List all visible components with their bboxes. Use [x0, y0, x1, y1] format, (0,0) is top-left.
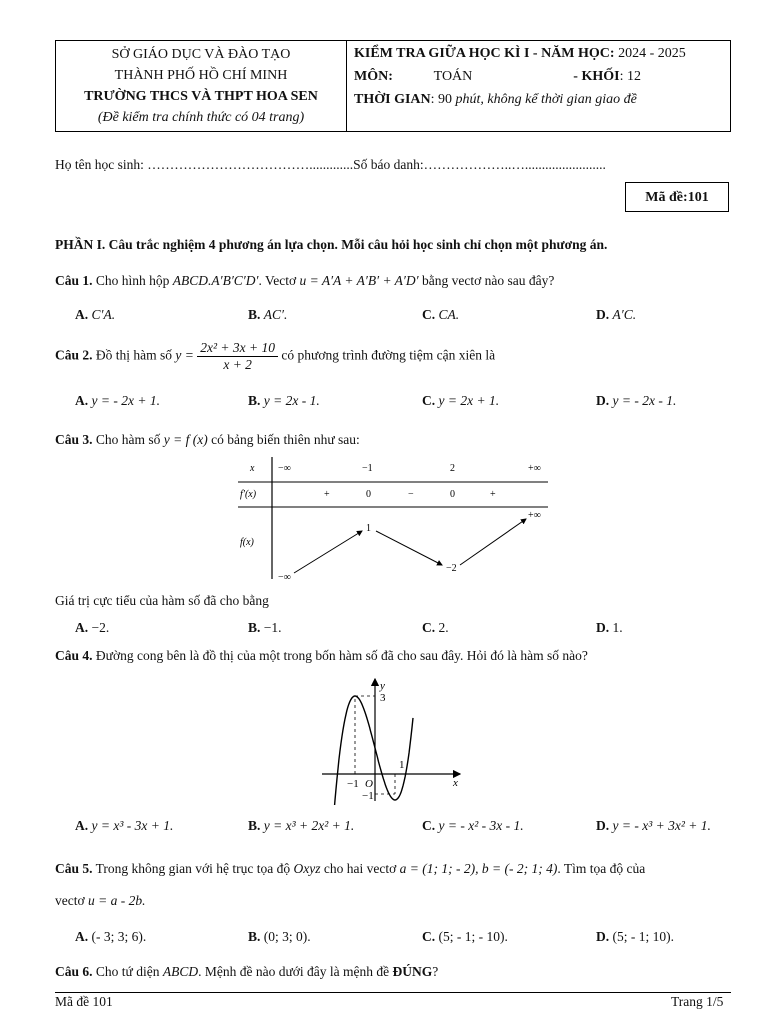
- q3-option-d[interactable]: [596, 620, 623, 636]
- x-label: x: [250, 463, 255, 474]
- q2-text-a: Đồ thị hàm số: [92, 347, 176, 363]
- q5-line2: [55, 893, 145, 909]
- time-note: phút, không kể thời gian giao đề: [455, 92, 637, 107]
- q2-option-d[interactable]: [596, 393, 676, 409]
- option-label: D.: [596, 818, 610, 833]
- option-label: A.: [75, 620, 89, 635]
- sign-3: +: [490, 489, 496, 500]
- q4-option-b[interactable]: [248, 818, 354, 834]
- option-label: C.: [422, 818, 436, 833]
- exam-title: KIỂM TRA GIỮA HỌC KÌ I - NĂM HỌC:: [354, 46, 619, 61]
- x-val-pos-inf: +∞: [528, 463, 541, 474]
- arrow-down: [376, 531, 442, 565]
- option-label: B.: [248, 393, 261, 408]
- arrow-up-2: [460, 519, 526, 565]
- q5-target: u = a - 2b.: [88, 893, 146, 908]
- q3-label: Câu 3.: [55, 432, 93, 447]
- q6-text-a: Cho tứ diện: [92, 964, 163, 979]
- option-label: B.: [248, 307, 261, 322]
- arrow-up-1: [294, 531, 362, 573]
- option-label: D.: [596, 929, 610, 944]
- variation-table: [232, 455, 552, 585]
- q2-text-b: có phương trình đường tiệm cận xiên là: [281, 347, 496, 363]
- question-2: [55, 340, 495, 373]
- q6-tetra: ABCD: [162, 964, 199, 979]
- graph-tick-minus1-y: −1: [362, 790, 374, 802]
- time-value: : 90: [430, 92, 456, 107]
- official-note: (Đề kiểm tra chính thức có 04 trang): [97, 110, 305, 125]
- option-value: (5; - 1; - 10).: [438, 929, 508, 944]
- option-label: B.: [248, 818, 261, 833]
- q2-numerator: 2x² + 3x + 10: [197, 340, 278, 357]
- graph-y-label: y: [380, 680, 385, 692]
- q4-option-d[interactable]: [596, 818, 711, 834]
- option-value: A′C.: [612, 307, 637, 322]
- q5-text-a: Trong không gian với hệ trục tọa độ: [92, 861, 294, 876]
- x-val-neg-inf: −∞: [278, 463, 291, 474]
- q1-text-a: Cho hình hộp: [92, 273, 173, 288]
- q6-emph: ĐÚNG: [392, 964, 433, 979]
- exam-code-box: [625, 182, 729, 212]
- f-label: f(x): [240, 537, 254, 548]
- header-box: [55, 40, 731, 132]
- graph-tick-3: 3: [380, 692, 386, 704]
- school-year: 2024 - 2025: [618, 46, 686, 61]
- x-val-minus1: −1: [362, 463, 373, 474]
- option-value: −1.: [260, 620, 282, 635]
- footer-code: Mã đề 101: [55, 994, 113, 1009]
- q2-option-b[interactable]: [248, 393, 320, 409]
- option-value: 1.: [609, 620, 623, 635]
- option-value: (- 3; 3; 6).: [91, 929, 147, 944]
- option-label: A.: [75, 393, 89, 408]
- option-value: −2.: [88, 620, 110, 635]
- option-label: D.: [596, 620, 610, 635]
- option-value: y = x³ + 2x² + 1.: [263, 818, 355, 833]
- sign-1: +: [324, 489, 330, 500]
- option-value: (5; - 1; 10).: [612, 929, 674, 944]
- q2-fraction: [197, 340, 278, 373]
- option-value: y = - 2x - 1.: [612, 393, 677, 408]
- exam-code-value: 101: [687, 190, 709, 205]
- sign-zero-1: 0: [366, 489, 371, 500]
- graph-x-label: x: [453, 777, 458, 789]
- option-value: 2.: [435, 620, 449, 635]
- graph-tick-minus1: −1: [347, 778, 359, 790]
- dept-line2: THÀNH PHỐ HỒ CHÍ MINH: [114, 68, 288, 83]
- f-val-min: −2: [446, 563, 457, 574]
- option-label: C.: [422, 620, 436, 635]
- question-6: [55, 964, 438, 980]
- q4-text: Đường cong bên là đồ thị của một trong bốn hàm số đã cho sau đây. Hỏi đó là hàm số nào?: [92, 648, 588, 663]
- q3-text-a: Cho hàm số: [92, 432, 164, 447]
- graph-origin: O: [365, 778, 373, 790]
- f-val-pos-inf: +∞: [528, 510, 541, 521]
- q3-prompt: Giá trị cực tiểu của hàm số đã cho bằng: [55, 593, 269, 608]
- question-4: [55, 648, 588, 664]
- q1-option-c[interactable]: [422, 307, 459, 323]
- q1-option-d[interactable]: [596, 307, 636, 323]
- q5-text-b: cho hai vectơ: [320, 861, 400, 876]
- q5-label: Câu 5.: [55, 861, 93, 876]
- option-value: y = x³ - 3x + 1.: [91, 818, 174, 833]
- q5-option-c[interactable]: [422, 929, 508, 945]
- q5-option-b[interactable]: [248, 929, 311, 945]
- q5-text-c: . Tìm tọa độ của: [557, 861, 646, 876]
- option-value: CA.: [438, 307, 460, 322]
- q3-option-a[interactable]: [75, 620, 109, 636]
- exam-code-label: Mã đề:: [645, 190, 688, 205]
- header-right: [354, 41, 726, 131]
- q2-option-a[interactable]: [75, 393, 160, 409]
- q3-option-b[interactable]: [248, 620, 282, 636]
- option-label: C.: [422, 929, 436, 944]
- subject-line: [354, 65, 726, 88]
- option-label: B.: [248, 620, 261, 635]
- q1-label: Câu 1.: [55, 273, 93, 288]
- q2-option-c[interactable]: [422, 393, 499, 409]
- fprime-label: f′(x): [240, 489, 257, 500]
- q4-option-c[interactable]: [422, 818, 524, 834]
- option-label: C.: [422, 393, 436, 408]
- exam-title-line: [354, 42, 726, 65]
- option-label: D.: [596, 393, 610, 408]
- q1-text-c: bằng vectơ nào sau đây?: [418, 273, 555, 288]
- time-line: [354, 88, 726, 111]
- subject-value: TOÁN: [433, 69, 473, 84]
- q6-text-c: ?: [432, 964, 439, 979]
- header-left: [56, 41, 347, 131]
- q2-denominator: x + 2: [223, 357, 252, 372]
- option-label: D.: [596, 307, 610, 322]
- q6-text-b: . Mệnh đề nào dưới đây là mệnh đề: [198, 964, 393, 979]
- q5-system: Oxyz: [293, 861, 321, 876]
- option-value: C′A.: [91, 307, 116, 322]
- option-label: A.: [75, 929, 89, 944]
- q2-label: Câu 2.: [55, 347, 93, 363]
- graph-tick-1: 1: [399, 759, 405, 771]
- option-value: AC′.: [263, 307, 288, 322]
- sign-2: −: [408, 489, 414, 500]
- grade-value: : 12: [619, 69, 641, 84]
- q1-text-b: . Vectơ: [258, 273, 300, 288]
- q6-label: Câu 6.: [55, 964, 93, 979]
- footer-rule: [55, 992, 731, 993]
- f-val-neg-inf: −∞: [278, 572, 291, 583]
- q3-func: y = f (x): [163, 432, 208, 447]
- footer-page: Trang 1/5: [671, 994, 724, 1009]
- option-value: (0; 3; 0).: [263, 929, 311, 944]
- option-label: B.: [248, 929, 261, 944]
- dept-line1: SỞ GIÁO DỤC VÀ ĐÀO TẠO: [111, 47, 291, 62]
- q5-option-a[interactable]: [75, 929, 146, 945]
- option-value: y = - x² - 3x - 1.: [438, 818, 524, 833]
- q1-box-name: ABCD.A′B′C′D′: [172, 273, 259, 288]
- cubic-curve: [334, 696, 413, 805]
- q3-option-c[interactable]: [422, 620, 449, 636]
- option-value: y = - 2x + 1.: [91, 393, 160, 408]
- q1-vector: u = A′A + A′B′ + A′D′: [299, 273, 419, 288]
- q1-option-b[interactable]: [248, 307, 287, 323]
- option-label: C.: [422, 307, 436, 322]
- question-3: [55, 432, 360, 448]
- grade-label: - KHỐI: [573, 69, 620, 84]
- q1-option-a[interactable]: [75, 307, 115, 323]
- q5-option-d[interactable]: [596, 929, 674, 945]
- question-1: [55, 273, 554, 289]
- school-name: TRƯỜNG THCS VÀ THPT HOA SEN: [84, 89, 318, 104]
- option-label: A.: [75, 818, 89, 833]
- q5-vectors: a = (1; 1; - 2), b = (- 2; 1; 4): [399, 861, 558, 876]
- f-val-max: 1: [366, 523, 371, 534]
- sign-zero-2: 0: [450, 489, 455, 500]
- student-info-line: Họ tên học sinh: ……………………………….............Số báo danh:………………..…........................: [55, 157, 606, 172]
- option-label: A.: [75, 307, 89, 322]
- option-value: y = 2x + 1.: [438, 393, 500, 408]
- question-5: [55, 861, 645, 877]
- q3-text-b: có bảng biến thiên như sau:: [207, 432, 360, 447]
- q4-option-a[interactable]: [75, 818, 173, 834]
- function-graph: [320, 673, 468, 805]
- q4-label: Câu 4.: [55, 648, 93, 663]
- q5-text-d: vectơ: [55, 893, 88, 908]
- subject-label: MÔN:: [354, 69, 393, 84]
- time-label: THỜI GIAN: [354, 92, 431, 107]
- x-val-2: 2: [450, 463, 455, 474]
- q2-func-lhs: y =: [175, 347, 194, 363]
- part1-title: PHẦN I. Câu trắc nghiệm 4 phương án lựa chọn. Mỗi câu hỏi học sinh chỉ chọn một phương án.: [55, 237, 608, 252]
- option-value: y = 2x - 1.: [263, 393, 320, 408]
- option-value: y = - x³ + 3x² + 1.: [612, 818, 711, 833]
